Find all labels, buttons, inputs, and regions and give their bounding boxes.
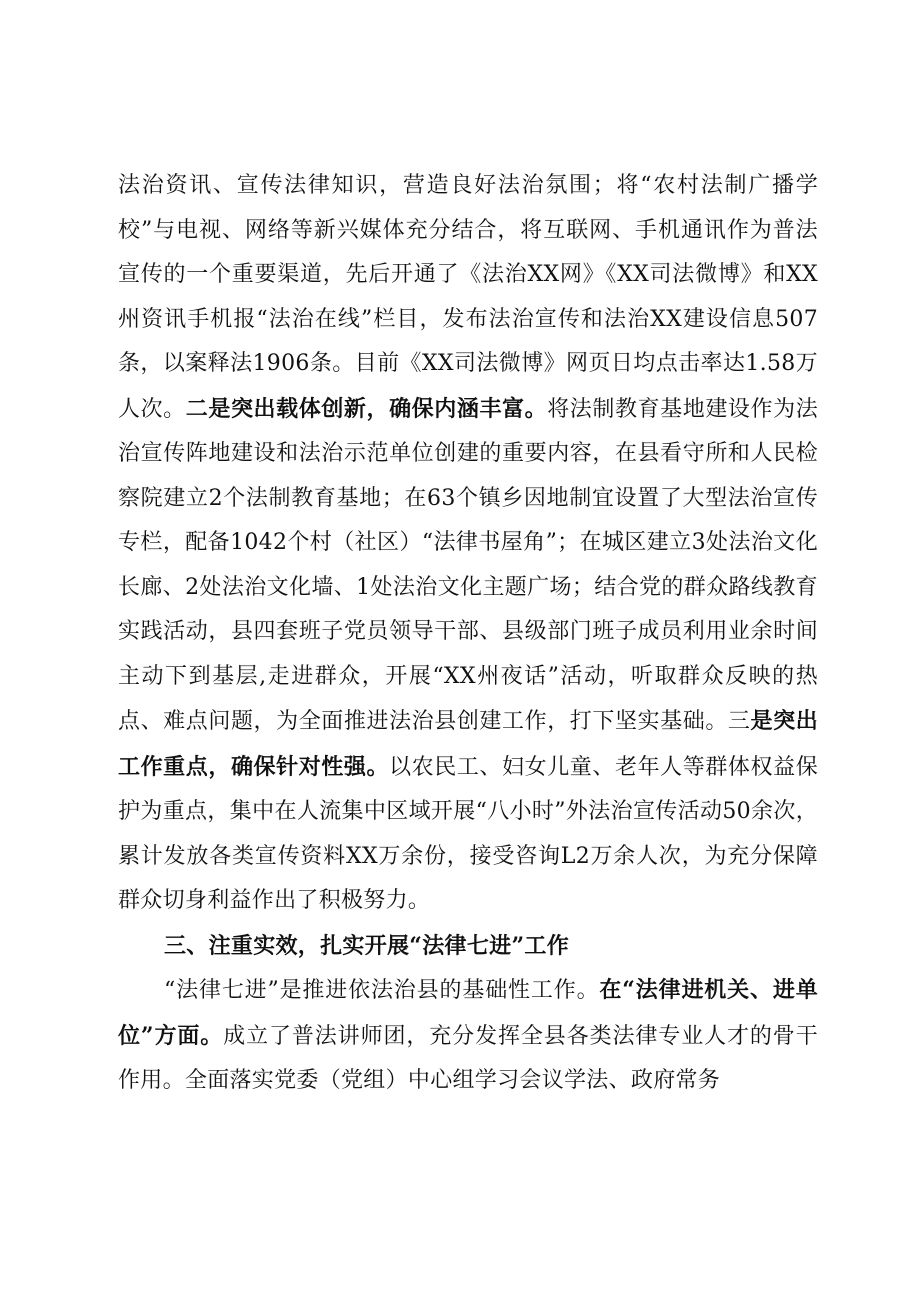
bold-subheading: 二是突出载体创新，确保内涵丰富。 (185, 395, 548, 422)
body-paragraph-1 (118, 164, 818, 924)
document-page (118, 164, 818, 1104)
paragraph-text: 三 (727, 709, 751, 734)
paragraph-text: 将法制教育基地建设作为法治宣传阵地建设和法治示范单位创建的重要内容，在县看守所和人民检察院建立2个法制教育基地；在63个镇乡因地制宜设置了大型法治宣传专栏，配备1042个村（社区）“法律书屋角”；在城区建立3处法治文化长廊、2处法治文化墙、1处法治文化主题广场；结合党的群众路线教育实践活动，县四套班子党员领导干部、县级部门班子成员利用业余时间主动下到基层,走进群众，开展“XX州夜话”活动，听取群众反映的热点、难点问题，为全面推进法治县创建工作，打下坚实基础。 (118, 396, 818, 734)
paragraph-text: 成立了普法讲师团，充分发挥全县各类法律专业人才的骨干作用。全面落实党委（党组）中心组学习会议学法、政府常务 (118, 1023, 818, 1093)
bold-subheading: 在“法律进机关、进单位”方面。 (118, 977, 818, 1049)
paragraph-text: 以农民工、妇女儿童、老年人等群体权益保护为重点，集中在人流集中区域开展“八小时”外法治宣传活动50余次，累计发放各类宣传资料XX万余份，接受咨询L2万余人次，为充分保障群众切身利益作出了积极努力。 (118, 754, 818, 913)
section-heading-3: 三、注重实效，扎实开展“法律七进”工作 (164, 932, 570, 959)
bold-subheading: 是突出工作重点，确保针对性强。 (118, 708, 818, 780)
body-paragraph-2 (118, 968, 818, 1104)
paragraph-text: 法治资讯、宣传法律知识，营造良好法治氛围；将“农村法制广播学校”与电视、网络等新兴媒体充分结合，将互联网、手机通讯作为普法宣传的一个重要渠道，先后开通了《法治XX网》《XX司法微博》和XX州资讯手机报“法治在线”栏目，发布法治宣传和法治XX建设信息507条，以案释法1906条。目前《XX司法微博》网页日均点击率达1.58万人次。 (118, 173, 818, 422)
paragraph-text: “法律七进”是推进依法治县的基础性工作。 (164, 978, 600, 1003)
